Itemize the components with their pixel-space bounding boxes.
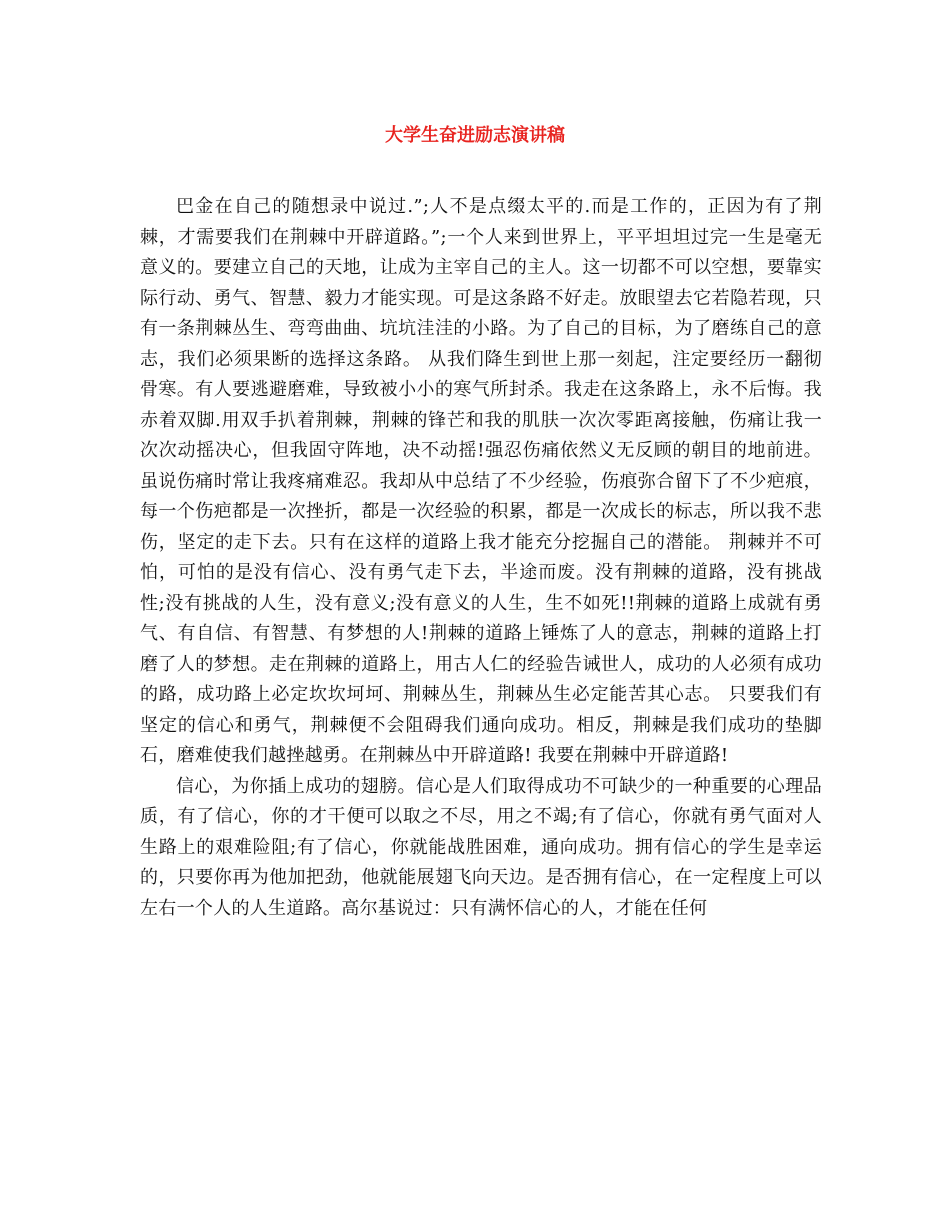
paragraph-2: 信心，为你插上成功的翅膀。信心是人们取得成功不可缺少的一种重要的心理品质，有了信心，你的才干便可以取之不尽，用之不竭;有了信心，你就有勇气面对人生路上的艰难险阻;有了信心，你就能战胜困难，通向成功。拥有信心的学生是幸运的，只要你再为他加把劲，他就能展翅飞向天边。是否拥有信心，在一定程度上可以左右一个人的人生道路。高尔基说过：只有满怀信心的人，才能在任何 [140, 775, 822, 919]
paragraph-1: 巴金在自己的随想录中说过.”;人不是点缀太平的.而是工作的，正因为有了荆棘，才需要我们在荆棘中开辟道路。”;一个人来到世界上，平平坦坦过完一生是毫无意义的。要建立自己的天地，让成为主宰自己的主人。这一切都不可以空想，要靠实际行动、勇气、智慧、毅力才能实现。可是这条路不好走。放眼望去它若隐若现，只有一条荆棘丛生、弯弯曲曲、坑坑洼洼的小路。为了自己的目标，为了磨练自己的意志，我们必须果断的选择这条路。 从我们降生到世上那一刻起，注定要经历一翻彻骨寒。有人要逃避磨难，导致被小小的寒气所封杀。我走在这条路上，永不后悔。我赤着双脚.用双手扒着荆棘，荆棘的锋芒和我的肌肤一次次零距离接触，伤痛让我一次次动摇决心，但我固守阵地，决不动摇!强忍伤痛依然义无反顾的朝目的地前进。虽说伤痛时常让我疼痛难忍。我却从中总结了不少经验，伤痕弥合留下了不少疤痕，每一个伤疤都是一次挫折，都是一次经验的积累，都是一次成长的标志，所以我不悲伤，坚定的走下去。只有在这样的道路上我才能充分挖掘自己的潜能。 荆棘并不可怕，可怕的是没有信心、没有勇气走下去，半途而废。没有荆棘的道路，没有挑战性;没有挑战的人生，没有意义;没有意义的人生，生不如死!!荆棘的道路上成就有勇气、有自信、有智慧、有梦想的人!荆棘的道路上锤炼了人的意志，荆棘的道路上打磨了人的梦想。走在荆棘的道路上，用古人仁的经验告诫世人，成功的人必须有成功的路，成功路上必定坎坎坷坷、荆棘丛生，荆棘丛生必定能苦其心志。 只要我们有坚定的信心和勇气，荆棘便不会阻碍我们通向成功。相反，荆棘是我们成功的垫脚石，磨难使我们越挫越勇。在荆棘丛中开辟道路! 我要在荆棘中开辟道路! [140, 196, 822, 766]
document-body [140, 192, 822, 924]
document-title: 大学生奋进励志演讲稿 [385, 125, 565, 146]
